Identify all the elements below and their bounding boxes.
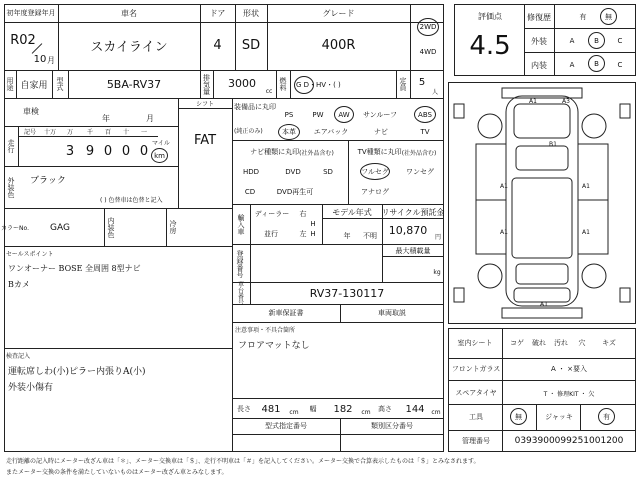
usage-value: 自家用 <box>20 80 48 91</box>
new-car-cert: 新車保証書 <box>268 309 304 317</box>
jack-label: ジャッキ <box>545 413 573 421</box>
recycle-unit: 円 <box>434 233 441 241</box>
tools-value-circle: 無 <box>510 408 527 425</box>
mileage-sub5: 百 <box>104 128 111 136</box>
tv-oneseg: ワンセグ <box>406 168 434 176</box>
max-load-unit: kg <box>433 268 441 276</box>
cabin-yabure: 破れ <box>532 339 546 347</box>
type-spec-label: 型式指定番号 <box>265 422 307 430</box>
tv-label-text: TV種類に丸印 <box>357 148 402 156</box>
grade-value: 400R <box>321 37 356 53</box>
mileage-unit-mile: マイル <box>152 139 170 147</box>
ext-grade-c: C <box>617 37 623 45</box>
repair-label: 修復歴 <box>527 12 551 22</box>
model-year-unit: 年 <box>343 232 351 240</box>
doors-label: ドア <box>209 8 226 18</box>
fuel-options: G D・HV・( ) <box>296 81 341 89</box>
inspector-line1: 運転席しわ(小)ピラー内張りA(小) <box>8 366 146 377</box>
ext-grade-a: A <box>569 37 575 45</box>
equip-abs-circle: ABS <box>414 106 436 123</box>
doors-value: 4 <box>213 37 222 53</box>
navi-dvd-play: DVD再生可 <box>276 188 314 196</box>
color-no-label: カラーNo. <box>1 224 29 232</box>
jack-value-circle: 有 <box>598 408 615 425</box>
windshield-label: フロントガラス <box>451 365 501 373</box>
import-left: 左 <box>299 230 307 238</box>
attention-value: フロアマットなし <box>238 340 310 351</box>
drive-2wd-circle: 2WD <box>417 18 439 36</box>
repair-yes: 有 <box>579 13 587 21</box>
grade-label: グレード <box>322 8 355 18</box>
spare-options: T ・ 修理KIT ・ 欠 <box>543 390 595 398</box>
inspection-year: 年 <box>102 113 110 123</box>
mark-a1-left-rear: A1 <box>500 228 508 236</box>
inspector-line2: 外装小傷有 <box>8 382 54 393</box>
mileage-digit: 9 <box>85 143 95 159</box>
inspector-label: 検査記入 <box>6 353 31 360</box>
equip-navi: ナビ <box>374 128 388 136</box>
mark-a1-right-rear: A1 <box>582 228 590 236</box>
chassis-label: 車台番号 <box>236 281 244 305</box>
mileage-sub4: 千 <box>86 128 93 136</box>
import-handle: H <box>310 220 316 228</box>
int-grade-label: 内装 <box>531 60 547 70</box>
spare-label: スペアタイヤ <box>455 389 497 397</box>
equip-sunroof: サンルーフ <box>362 111 398 119</box>
navi-sub: (社外品含む) <box>299 149 334 157</box>
footer-line2: またメーター交換の条件を満たしていないものはメーター改ざん車とみなします。 <box>6 469 228 476</box>
mark-b1: B1 <box>549 140 557 148</box>
footer-line1: 走行距離の記入時にメーター改ざん車は「＊」、メーター交換車は「＄」、走行不明車は「＃」を記入してください。メーター交換で合算表示したものは「＄」とみなされます。 <box>6 458 480 465</box>
navi-label-text: ナビ種類に丸印 <box>250 148 300 156</box>
ext-grade-b-circle: B <box>588 32 605 49</box>
len-value: 481 <box>261 403 281 415</box>
import-handle-2: H <box>310 230 316 238</box>
shift-value: FAT <box>193 132 217 148</box>
type-label: 型式 <box>56 77 64 91</box>
cabin-label: 室内シート <box>457 339 493 347</box>
navi-sd: SD <box>323 168 333 176</box>
int-grade-c: C <box>617 61 623 69</box>
tv-sub: (社外品含む) <box>401 149 437 157</box>
mileage-sub3: 万 <box>66 128 73 136</box>
model-year-label: モデル年式 <box>332 207 372 217</box>
name-value: スカイライン <box>90 39 168 55</box>
navi-label <box>236 146 348 158</box>
disp-unit: cc <box>265 87 273 95</box>
inspection-month: 月 <box>146 113 154 123</box>
import-dealer: ディーラー <box>254 210 290 218</box>
reg-label: 初年度登録年月 <box>6 9 56 17</box>
equipment-sub: (純正のみ) <box>234 128 263 135</box>
sales-point-line1: ワンオーナー BOSE 全周囲 8型ナビ <box>8 263 141 273</box>
windshield-options: A ・ ×要入 <box>550 365 588 373</box>
cabin-koge: コゲ <box>510 339 524 347</box>
tv-fullseg-circle: フルセグ <box>360 163 390 180</box>
inspection-label: 車検 <box>23 106 39 116</box>
class-no-label: 類別区分番号 <box>371 422 413 430</box>
mark-a3: A3 <box>562 97 570 105</box>
wid-label: 幅 <box>309 405 317 413</box>
model-year-unknown: 不明 <box>363 232 377 240</box>
import-label: 輸入車 <box>237 213 245 235</box>
recycle-value: 10,870 <box>388 223 428 237</box>
chassis-value: RV37-130117 <box>309 286 385 300</box>
int-grade-a: A <box>569 61 575 69</box>
usage-label: 用途 <box>6 77 14 91</box>
exterior-note: ( ) 色替車は色替と記入 <box>100 196 163 204</box>
recycle-label: 冷房 <box>169 220 177 234</box>
sales-point-label: セールスポイント <box>6 251 54 258</box>
equip-airbag: エアバック <box>313 128 349 136</box>
hgt-unit: cm <box>431 408 441 416</box>
mileage-sub6: 十 <box>122 128 129 136</box>
equipment-label: 装備品に丸印 <box>234 103 276 111</box>
reg-month: 10 <box>33 53 47 65</box>
len-label: 長さ <box>237 405 251 413</box>
mileage-digit: 3 <box>65 143 75 159</box>
mileage-digit: 0 <box>121 143 131 159</box>
hgt-value: 144 <box>405 403 425 415</box>
navi-dvd: DVD <box>285 168 301 176</box>
name-label: 車名 <box>121 8 137 18</box>
mgmt-value: 0393900099251001200 <box>514 436 624 446</box>
ext-grade-label: 外装 <box>531 36 547 46</box>
tv-analog: アナログ <box>361 188 389 196</box>
mark-a1-bottom: A1 <box>540 300 548 308</box>
score-value: 4.5 <box>469 31 511 61</box>
mileage-digit: 0 <box>103 143 113 159</box>
interior-label: 内装色 <box>107 216 115 238</box>
equip-aw-circle: AW <box>334 106 354 123</box>
car-diagram <box>448 82 636 324</box>
month-unit: 月 <box>47 55 55 65</box>
navi-hdd: HDD <box>242 168 260 176</box>
equip-tv: TV <box>420 128 430 136</box>
cabin-kizu: キズ <box>602 339 616 347</box>
mark-a1-right-front: A1 <box>582 182 590 190</box>
fuel-label: 燃料 <box>279 77 287 91</box>
tools-label: 工具 <box>469 413 483 421</box>
repair-no-circle: 無 <box>600 8 617 25</box>
hgt-label: 高さ <box>378 405 392 413</box>
mileage-sub1: 記号 <box>23 128 36 136</box>
reg-no-label: 登録番号 <box>236 250 244 278</box>
equip-ps: PS <box>284 111 294 119</box>
mileage-km-circle: km <box>151 148 168 163</box>
disp-value: 3000 <box>228 76 256 90</box>
exterior-value: ブラック <box>30 175 66 186</box>
int-grade-b-circle: B <box>588 55 605 72</box>
shape-label: 形状 <box>243 8 259 18</box>
cap-value: 5 <box>418 76 426 88</box>
recycle-label: リサイクル預託金 <box>381 207 445 217</box>
mileage-sub7: 一 <box>140 128 147 136</box>
navi-cd: CD <box>244 188 256 196</box>
shift-label: シフト <box>195 101 214 108</box>
shape-value: SD <box>241 37 261 53</box>
wid-value: 182 <box>333 403 353 415</box>
mgmt-label: 管理番号 <box>462 437 490 445</box>
drive-4wd: 4WD <box>419 48 437 56</box>
manual: 車両取説 <box>378 309 406 317</box>
sales-point-line2: Bカメ <box>8 279 30 289</box>
cabin-yogore: 汚れ <box>554 339 568 347</box>
mark-a1-left-front: A1 <box>500 182 508 190</box>
mileage-label: 走行 <box>7 139 15 153</box>
type-value: 5BA-RV37 <box>106 77 162 91</box>
tv-label <box>350 146 444 158</box>
exterior-label: 外装色 <box>7 176 15 198</box>
cap-unit: 人 <box>431 88 438 96</box>
cap-label: 定員 <box>399 77 407 91</box>
disp-label: 排気量 <box>202 73 211 95</box>
cabin-ana: 穴 <box>578 339 586 347</box>
color-no-value: GAG <box>50 223 70 233</box>
len-unit: cm <box>289 408 299 416</box>
score-label: 評価点 <box>478 11 502 21</box>
import-right: 右 <box>299 210 307 218</box>
max-load-label: 最大積載量 <box>395 247 431 255</box>
mileage-digit: 0 <box>139 143 149 159</box>
wid-unit: cm <box>361 408 371 416</box>
equip-pw: PW <box>312 111 324 119</box>
mark-a1-top: A1 <box>529 97 537 105</box>
reg-year: R02 <box>10 32 36 48</box>
mileage-sub2: 十万 <box>43 128 56 136</box>
equip-leather-circle: 本革 <box>278 124 300 140</box>
import-parallel: 並行 <box>264 230 278 238</box>
attention-label: 注意事項・不具合箇所 <box>235 327 296 334</box>
